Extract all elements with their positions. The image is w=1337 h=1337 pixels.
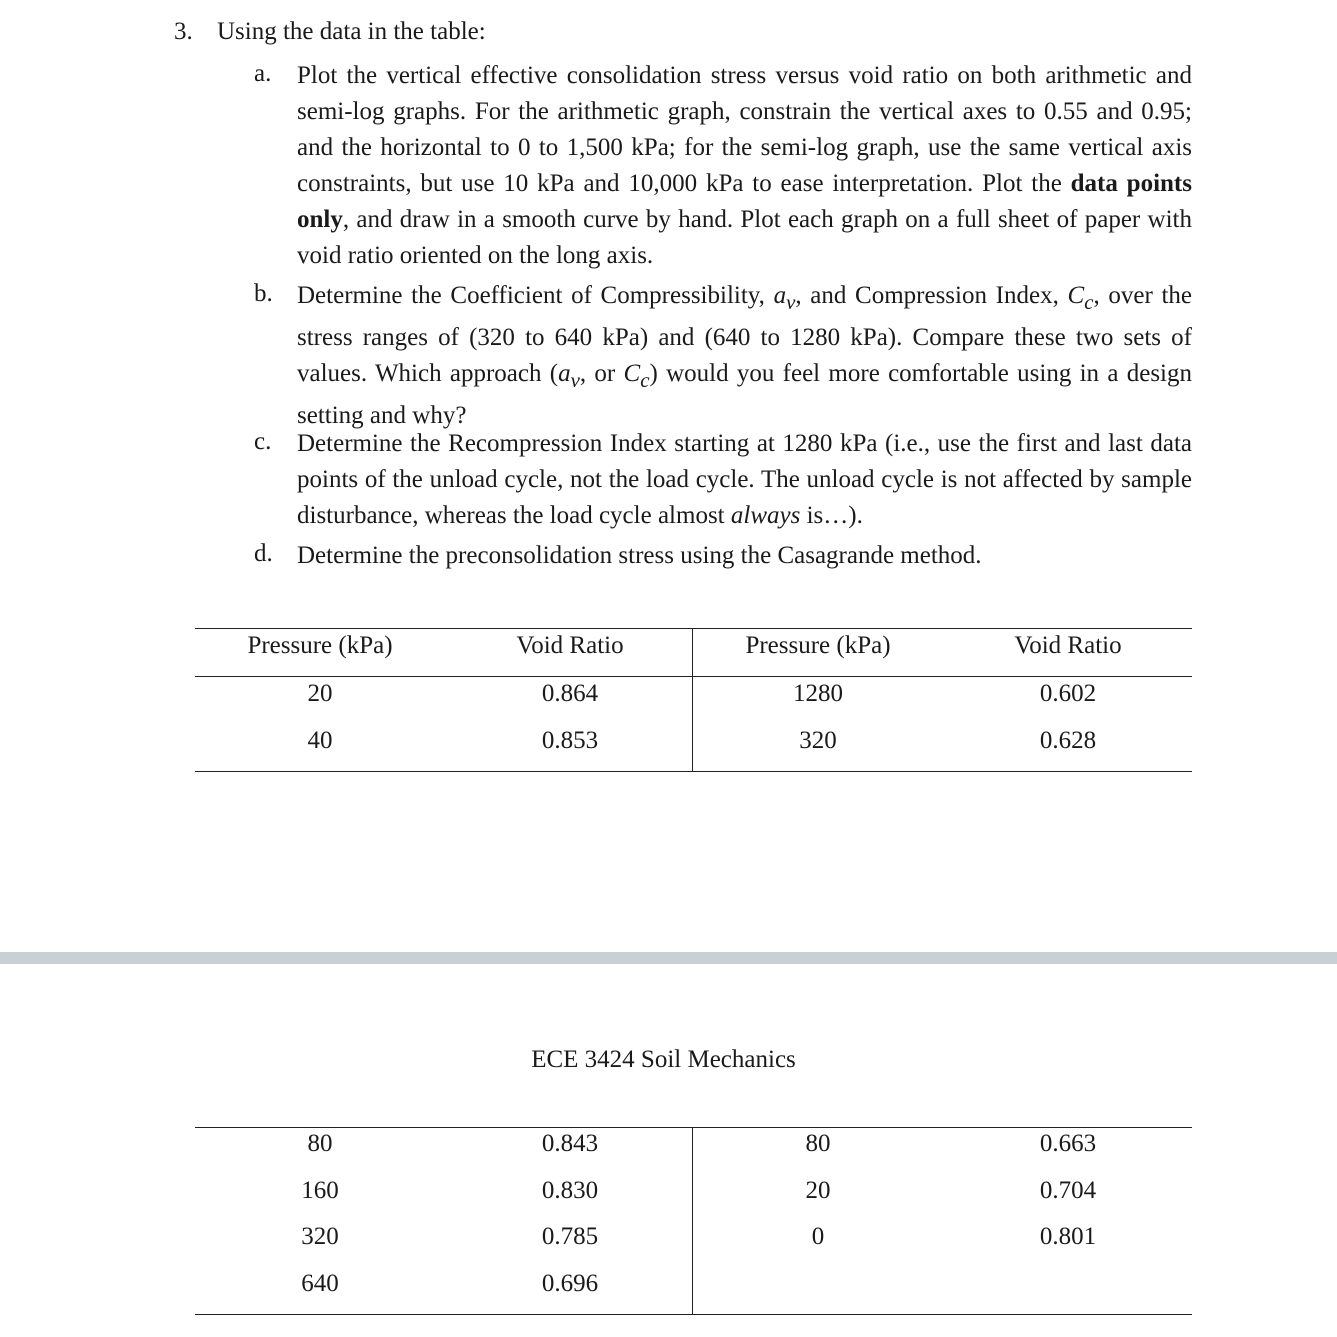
part-d-text: Determine the preconsolidation stress using the Casagrande method. [297, 542, 982, 569]
table-cell: 0.853 [541, 727, 599, 754]
page-footer [0, 1046, 1337, 1074]
part-d-letter: d. [254, 540, 273, 567]
question-number: 3. [174, 18, 193, 45]
part-a-text: Plot the vertical effective consolidation stress versus void ratio on both arithmetic and semi-log graphs. For the arithmetic graph, constrain the vertical axes to 0.55 and 0.95; and the horizontal to 0 to 1,500 kPa; for the semi-log graph, use the same vertical axis constraints, but use 10 kPa and 10,000 kPa to ease interpretation. Plot the data points only, and draw in a smooth curve by hand. Plot each graph on a full sheet of paper with void ratio oriented on the long axis. [297, 62, 1192, 269]
table-cell: 0.696 [541, 1270, 599, 1297]
table-cell: 640 [301, 1270, 339, 1297]
page-separator [0, 952, 1337, 964]
table-cell: 0.663 [1039, 1130, 1097, 1157]
table-cell: 20 [805, 1177, 831, 1204]
table-cell: 0.704 [1039, 1177, 1097, 1204]
table-cell: 0.830 [541, 1177, 599, 1204]
table-cell: 0.785 [541, 1223, 599, 1250]
table-cell: 160 [301, 1177, 339, 1204]
table-header-rule [195, 676, 1192, 677]
table-cell: 0.602 [1039, 680, 1097, 707]
header-pressure-1: Pressure (kPa) [247, 632, 393, 659]
part-b-letter: b. [254, 280, 273, 307]
table-cell: 0.864 [541, 680, 599, 707]
table-column-divider [692, 1127, 693, 1315]
table-cell: 0.628 [1039, 727, 1097, 754]
table-page1-bottom-rule [195, 771, 1192, 772]
question-intro: Using the data in the table: [217, 18, 486, 45]
table-cell: 40 [307, 727, 333, 754]
table-bottom-rule [195, 1314, 1192, 1315]
header-pressure-2: Pressure (kPa) [745, 632, 891, 659]
table-cell: 0.801 [1039, 1223, 1097, 1250]
part-c-letter: c. [254, 428, 272, 455]
table-cell: 80 [805, 1130, 831, 1157]
table-cell: 1280 [793, 680, 843, 707]
part-b-text: Determine the Coefficient of Compressibility, $a_v$, and Compression Index, $C_c$, over the stress ranges of (320 to 640 kPa) and (640 to 1280 kPa). Compare these two sets of values. Which approach ($a_v$, or $C_c$) would you feel more comfortable using in a design setting and why? [297, 282, 1193, 429]
table-top-rule [195, 628, 1192, 629]
table-cell: 80 [307, 1130, 333, 1157]
table-column-divider [692, 628, 693, 772]
table-page2-top-rule [195, 1127, 1192, 1128]
table-cell: 20 [307, 680, 333, 707]
course-title: ECE 3424 Soil Mechanics [531, 1046, 796, 1073]
part-c-text: Determine the Recompression Index starting at 1280 kPa (i.e., use the first and last data points of the unload cycle, not the load cycle. The unload cycle is not affected by sample disturbance, whereas the load cycle almost always is…). [297, 430, 1192, 529]
table-cell: 0.843 [541, 1130, 599, 1157]
table-cell: 0 [811, 1223, 825, 1250]
table-cell: 320 [301, 1223, 339, 1250]
header-void-ratio-1: Void Ratio [516, 632, 624, 659]
table-cell: 320 [799, 727, 837, 754]
part-a-letter: a. [254, 60, 272, 87]
header-void-ratio-2: Void Ratio [1014, 632, 1122, 659]
